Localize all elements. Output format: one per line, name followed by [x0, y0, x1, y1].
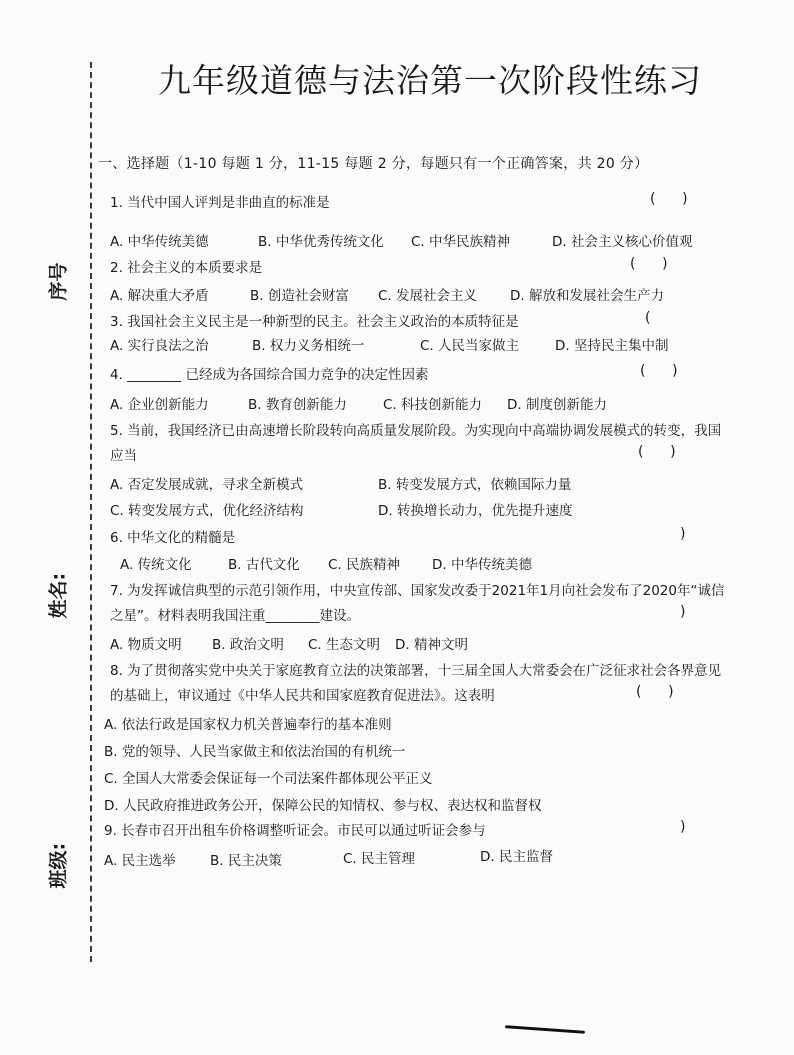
option-a: A. 物质文明: [110, 637, 182, 653]
option-d: D. 解放和发展社会生产力: [510, 288, 664, 304]
option-b: B. 中华优秀传统文化: [258, 234, 384, 250]
option-d: D. 精神文明: [395, 637, 468, 653]
question-2-stem: 2. 社会主义的本质要求是: [110, 260, 263, 276]
option-b: B. 转变发展方式，依赖国际力量: [378, 477, 572, 493]
question-5-stem: 5. 当前，我国经济已由高速增长阶段转向高质量发展阶段。为实现向中高端协调发展模式的转变，我国: [110, 423, 722, 439]
seat-number-label: 序号: [47, 262, 70, 301]
class-label: 班级:: [47, 842, 70, 889]
option-d: D. 民主监督: [480, 849, 553, 865]
option-c: C. 科技创新能力: [383, 397, 483, 413]
answer-paren[interactable]: ( ): [640, 363, 678, 379]
answer-paren[interactable]: ): [680, 819, 686, 835]
question-8-stem: 8. 为了贯彻落实党中央关于家庭教育立法的决策部署，十三届全国人大常委会在广泛征求社会各界意见: [110, 663, 722, 679]
option-d: D. 制度创新能力: [507, 397, 607, 413]
pen-stroke-mark: [505, 1025, 585, 1034]
option-d: D. 转换增长动力，优先提升速度: [378, 503, 573, 519]
option-a: A. 依法行政是国家权力机关普遍奉行的基本准则: [104, 717, 392, 733]
option-a: A. 实行良法之治: [110, 338, 209, 354]
option-c: C. 生态文明: [308, 637, 381, 653]
option-a: A. 解决重大矛盾: [110, 288, 209, 304]
answer-paren[interactable]: ): [680, 604, 686, 620]
option-c: C. 发展社会主义: [378, 288, 478, 304]
answer-paren[interactable]: ( ): [630, 256, 668, 272]
option-c: C. 民族精神: [328, 557, 401, 573]
student-name-label: 姓名:: [47, 572, 70, 619]
option-b: B. 党的领导、人民当家做主和依法治国的有机统一: [104, 744, 406, 760]
option-c: C. 转变发展方式，优化经济结构: [110, 503, 304, 519]
option-b: B. 古代文化: [228, 557, 300, 573]
option-c: C. 民主管理: [343, 851, 416, 867]
answer-paren[interactable]: ( ): [650, 191, 688, 207]
option-b: B. 教育创新能力: [248, 397, 347, 413]
option-a: A. 否定发展成就，寻求全新模式: [110, 477, 304, 493]
option-b: B. 民主决策: [210, 853, 282, 869]
answer-paren[interactable]: ( ): [636, 684, 674, 700]
question-8-stem-cont: 的基础上，审议通过《中华人民共和国家庭教育促进法》。这表明: [110, 688, 495, 704]
answer-paren[interactable]: ( ): [638, 444, 676, 460]
option-c: C. 人民当家做主: [420, 338, 520, 354]
option-c: C. 全国人大常委会保证每一个司法案件都体现公平正义: [104, 771, 433, 787]
question-6-stem: 6. 中华文化的精髓是: [110, 530, 236, 546]
option-a: A. 传统文化: [120, 557, 192, 573]
option-d: D. 坚持民主集中制: [555, 338, 669, 354]
answer-paren[interactable]: ): [680, 526, 686, 542]
answer-paren[interactable]: (: [645, 310, 651, 326]
option-d: D. 人民政府推进政务公开，保障公民的知情权、参与权、表达权和监督权: [104, 798, 542, 814]
question-1-stem: 1. 当代中国人评判是非曲直的标准是: [110, 195, 330, 211]
option-b: B. 创造社会财富: [250, 288, 349, 304]
option-c: C. 中华民族精神: [411, 234, 511, 250]
section-heading: 一、选择题（1-10 每题 1 分，11-15 每题 2 分，每题只有一个正确答案，共 20 分）: [98, 156, 649, 172]
option-a: A. 民主选举: [104, 853, 176, 869]
question-9-stem: 9. 长春市召开出租车价格调整听证会。市民可以通过听证会参与: [104, 823, 486, 839]
question-5-stem-cont: 应当: [110, 448, 137, 464]
option-a: A. 中华传统美德: [110, 234, 209, 250]
question-7-stem-cont: 之星”。材料表明我国注重________建设。: [110, 608, 360, 624]
option-d: D. 社会主义核心价值观: [552, 234, 693, 250]
option-d: D. 中华传统美德: [432, 557, 532, 573]
option-a: A. 企业创新能力: [110, 397, 209, 413]
exam-title: 九年级道德与法治第一次阶段性练习: [158, 61, 702, 100]
question-7-stem: 7. 为发挥诚信典型的示范引领作用，中央宣传部、国家发改委于2021年1月向社会发布了2020年“诚信: [110, 583, 725, 599]
question-3-stem: 3. 我国社会主义民主是一种新型的民主。社会主义政治的本质特征是: [110, 314, 519, 330]
option-b: B. 政治文明: [212, 637, 284, 653]
question-4-stem: 4. ________ 已经成为各国综合国力竞争的决定性因素: [110, 367, 429, 383]
binding-dashed-line: [90, 62, 92, 962]
option-b: B. 权力义务相统一: [252, 338, 365, 354]
